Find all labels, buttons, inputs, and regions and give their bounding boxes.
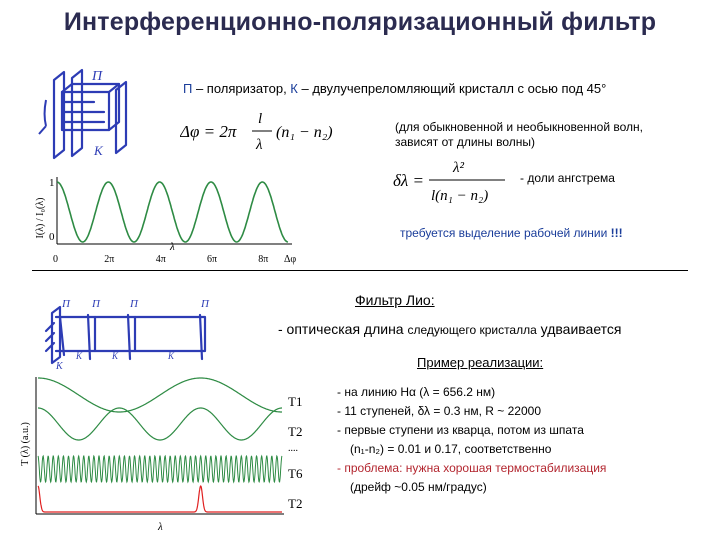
example-item-3: - первые ступени из кварца, потом из шпата: [337, 423, 584, 437]
curve-label-t1: T1: [288, 394, 303, 409]
phase-formula-lhs: Δφ = 2π: [180, 122, 237, 141]
example-item-2: - 11 ступеней, δλ = 0.3 нм, R ~ 22000: [337, 404, 541, 418]
curve-label-dots: ....: [288, 443, 298, 454]
top-graph-ytick-top: 1: [49, 177, 55, 189]
subtitle-definitions: [183, 81, 606, 96]
section-divider: [32, 270, 688, 271]
curve-product: [38, 486, 282, 512]
crystal-text: – двулучепреломляющий кристалл с осью под 45°: [297, 81, 607, 96]
width-formula-num: λ²: [453, 160, 464, 176]
phase-formula: [180, 105, 340, 155]
example-item-6: (дрейф ~0.05 нм/градус): [350, 480, 487, 494]
bottom-graph-y-label: T (λ) (a.u.): [20, 422, 31, 466]
top-graph-x-tick: 8π: [258, 254, 269, 265]
top-graph-x-tick: Δφ: [284, 254, 297, 265]
working-line-excl: !!!: [610, 226, 623, 240]
lyot-desc-small: следующего кристалла: [407, 323, 537, 337]
width-formula-den: l(n₁ − n₂): [431, 188, 489, 204]
top-graph-curve: [57, 182, 288, 242]
angstrom-note: - доли ангстрема: [520, 171, 615, 185]
single-crystal-transmission-plot: [30, 172, 300, 272]
lyot-desc-end: удваивается: [536, 321, 622, 337]
example-details: [337, 383, 606, 497]
polarizer-crystal-diagram: [34, 60, 144, 165]
lyot-p-label-2: П: [92, 298, 100, 310]
lyot-k-label-1: К: [56, 361, 63, 372]
top-graph-x-tick: 6π: [207, 254, 218, 265]
lyot-desc-main: - оптическая длина: [278, 321, 408, 337]
page-title: Интерференционно-поляризационный фильтр: [63, 8, 657, 36]
lyot-k-label-4: К: [168, 351, 174, 361]
curve-label-product: T2: [288, 496, 303, 511]
example-item-1: - на линию Hα (λ = 656.2 нм): [337, 385, 496, 399]
lyot-p-label-3: П: [130, 298, 138, 310]
phase-formula-den: λ: [256, 137, 263, 153]
width-formula: [393, 152, 518, 210]
phase-formula-paren: (n₁ − n₂): [276, 124, 333, 141]
example-heading: Пример реализации:: [417, 355, 544, 370]
lyot-heading: Фильтр Лио:: [355, 292, 435, 308]
top-graph-lambda-label: λ: [170, 241, 175, 253]
phase-formula-num: l: [258, 111, 263, 127]
top-graph-x-tick: 0: [53, 254, 58, 265]
curve-label-t6: T6: [288, 466, 303, 481]
top-graph-x-tick: 4π: [155, 254, 166, 265]
lyot-description: [278, 321, 622, 337]
curve-t2: [38, 408, 282, 440]
lyot-filter-diagram: [40, 295, 230, 375]
working-line-note: [400, 226, 623, 240]
crystal-letter: К: [290, 81, 298, 96]
top-graph-x-tick: 2π: [104, 254, 115, 265]
width-formula-lhs: δλ =: [393, 171, 424, 190]
example-item-4: (n₁-n₂) = 0.01 и 0.17, соответственно: [350, 442, 552, 456]
diagram-p-label: П: [92, 69, 103, 84]
lyot-k-label-2: К: [76, 351, 82, 361]
working-line-text: требуется выделение рабочей линии: [400, 226, 611, 240]
lyot-p-label-1: П: [62, 298, 70, 310]
lyot-p-label-4: П: [201, 298, 209, 310]
top-graph-y-label: I(λ) / I₀(λ): [35, 197, 46, 239]
top-graph-ytick-bottom: 0: [49, 231, 55, 243]
polarizer-letter: П: [183, 81, 193, 96]
bottom-graph-lambda-label: λ: [158, 521, 163, 532]
lyot-k-label-3: К: [112, 351, 118, 361]
curve-t1: [38, 378, 282, 412]
example-item-5: - проблема: нужна хорошая термостабилизация: [337, 461, 607, 475]
waves-note-line1: (для обыкновенной и необыкновенной волн,: [395, 120, 643, 134]
curve-label-t2: T2: [288, 424, 303, 439]
waves-note: [395, 120, 643, 150]
lyot-stages-transmission-plot: [18, 372, 318, 532]
curve-t6: [38, 456, 282, 482]
polarizer-text: – поляризатор,: [192, 81, 291, 96]
diagram-k-label: К: [94, 143, 103, 158]
waves-note-line2: зависят от длины волны): [395, 135, 536, 149]
